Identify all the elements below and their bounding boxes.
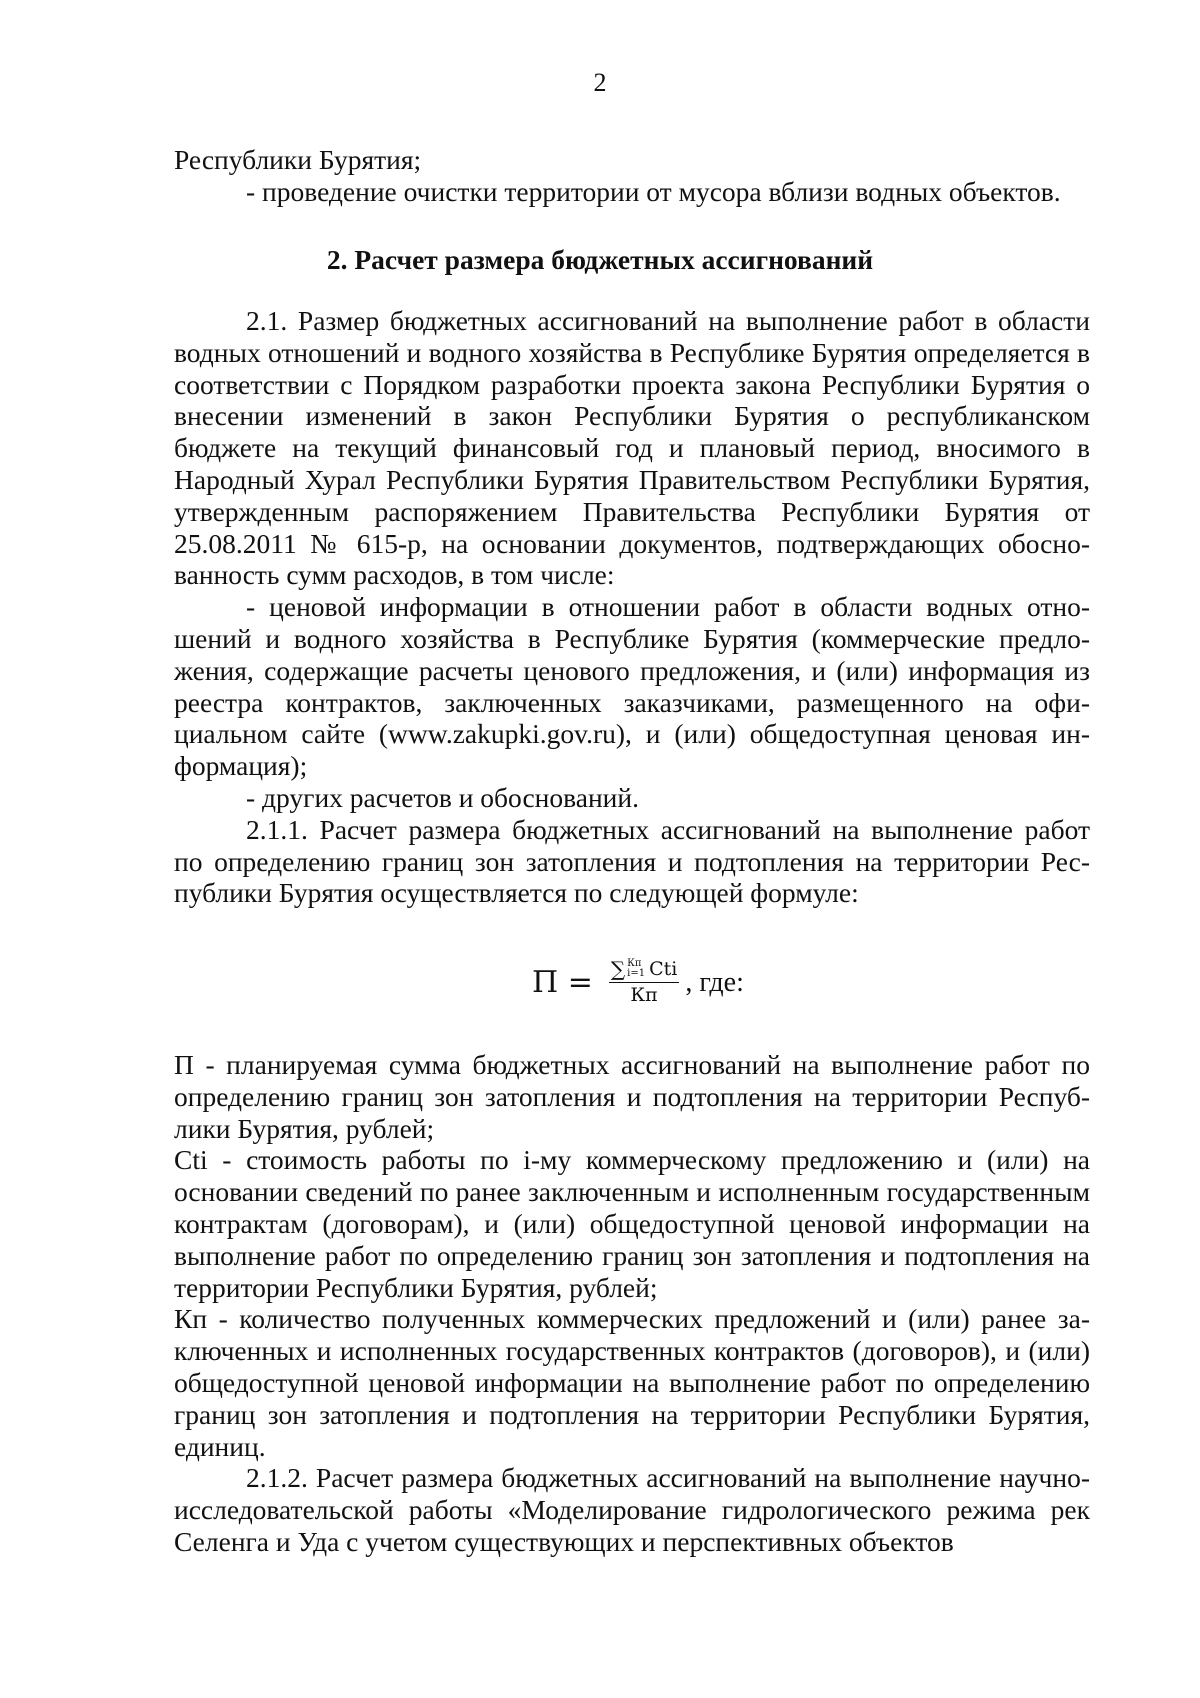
section-2-1-block — [174, 305, 1090, 909]
sum-limits — [627, 959, 645, 979]
formula-summand: Cti — [649, 958, 678, 980]
formula-denominator: Кп — [630, 984, 658, 1006]
paragraph-2-1-2: 2.1.2. Расчет размера бюджетных ассигнований на выполнение научно-исследовательской работы «Моделирование гидрологического режима рек Селенга и Уда с учетом существующих и перспективных объектов — [174, 1462, 1090, 1557]
paragraph-2-1-1: 2.1.1. Расчет размера бюджетных ассигнований на выполнение работ по определению границ зон затопления и подтопления на территории Республики Бурятия осуществляется по следующей формуле: — [174, 813, 1090, 909]
bullet-price-info: - ценовой информации в отношении работ в области водных отношений и водного хозяйства в Республике Бурятия (коммерческие предложения, содержащие расчеты ценового предложения, и (или) информация из реестра контрактов, заключенных заказчиками, размещенного на официальном сайте (www.zakupki.gov.ru), и (или) общедоступная ценовая информация); — [174, 591, 1090, 782]
bullet-other-calculations: - других расчетов и обоснований. — [246, 781, 639, 813]
intro-line-2: - проведение очистки территории от мусора вблизи водных объектов. — [246, 175, 1061, 207]
sum-icon: ∑ — [610, 957, 626, 981]
definition-Cti: Cti - стоимость работы по i-му коммерческому предложению и (или) на основании сведений по ранее заключенным и исполненным государственным контрактам (договорам), и (или) общедоступной ценовой информации на выполнение работ по определению границ зон затопления и подтопления на территории Республики Бурятия, рублей; — [174, 1144, 1090, 1303]
definition-P: П - планируемая сумма бюджетных ассигнований на выполнение работ по определению границ зон затопления и подтопления на территории Республики Бурятия, рублей; — [174, 1049, 1090, 1144]
intro-line-1: Республики Бурятия; — [174, 144, 422, 175]
section-heading: 2. Расчет размера бюджетных ассигнований — [326, 244, 874, 275]
sum-lower-limit: i=1 — [627, 968, 646, 979]
definitions-block — [174, 1049, 1090, 1558]
formula-numerator — [609, 958, 679, 983]
definition-Kp: Кп - количество полученных коммерческих предложений и (или) ранее заключенных и исполненных государственных контрактов (договоров), и (или) общедоступной ценовой информации на выполнение работ по определению границ зон затопления и подтопления на территории Республики Бурятия, единиц. — [174, 1303, 1090, 1462]
formula-fraction — [609, 958, 679, 1007]
paragraph-2-1: 2.1. Размер бюджетных ассигнований на выполнение работ в области водных отношений и водного хозяйства в Республике Бурятия определяется в соответствии с Порядком разработки проекта закона Республики Бурятия о внесении изменений в закон Республики Бурятия о республиканском бюджете на текущий финансовый год и плановый период, вносимого в Народный Хурал Республики Бурятия Правительством Республики Бурятия, утвержденным распоряжением Правительства Республики Бурятия от 25.08.2011 № 615-р, на основании документов, подтверждающих обоснованность сумм расходов, в том числе: — [174, 305, 1090, 591]
formula — [532, 958, 744, 1007]
sum-upper-limit: Кп — [627, 958, 642, 969]
formula-tail: , где: — [685, 966, 744, 998]
formula-lhs: П = — [532, 964, 593, 1000]
page-number: 2 — [593, 68, 607, 97]
intro-block — [174, 144, 1090, 208]
